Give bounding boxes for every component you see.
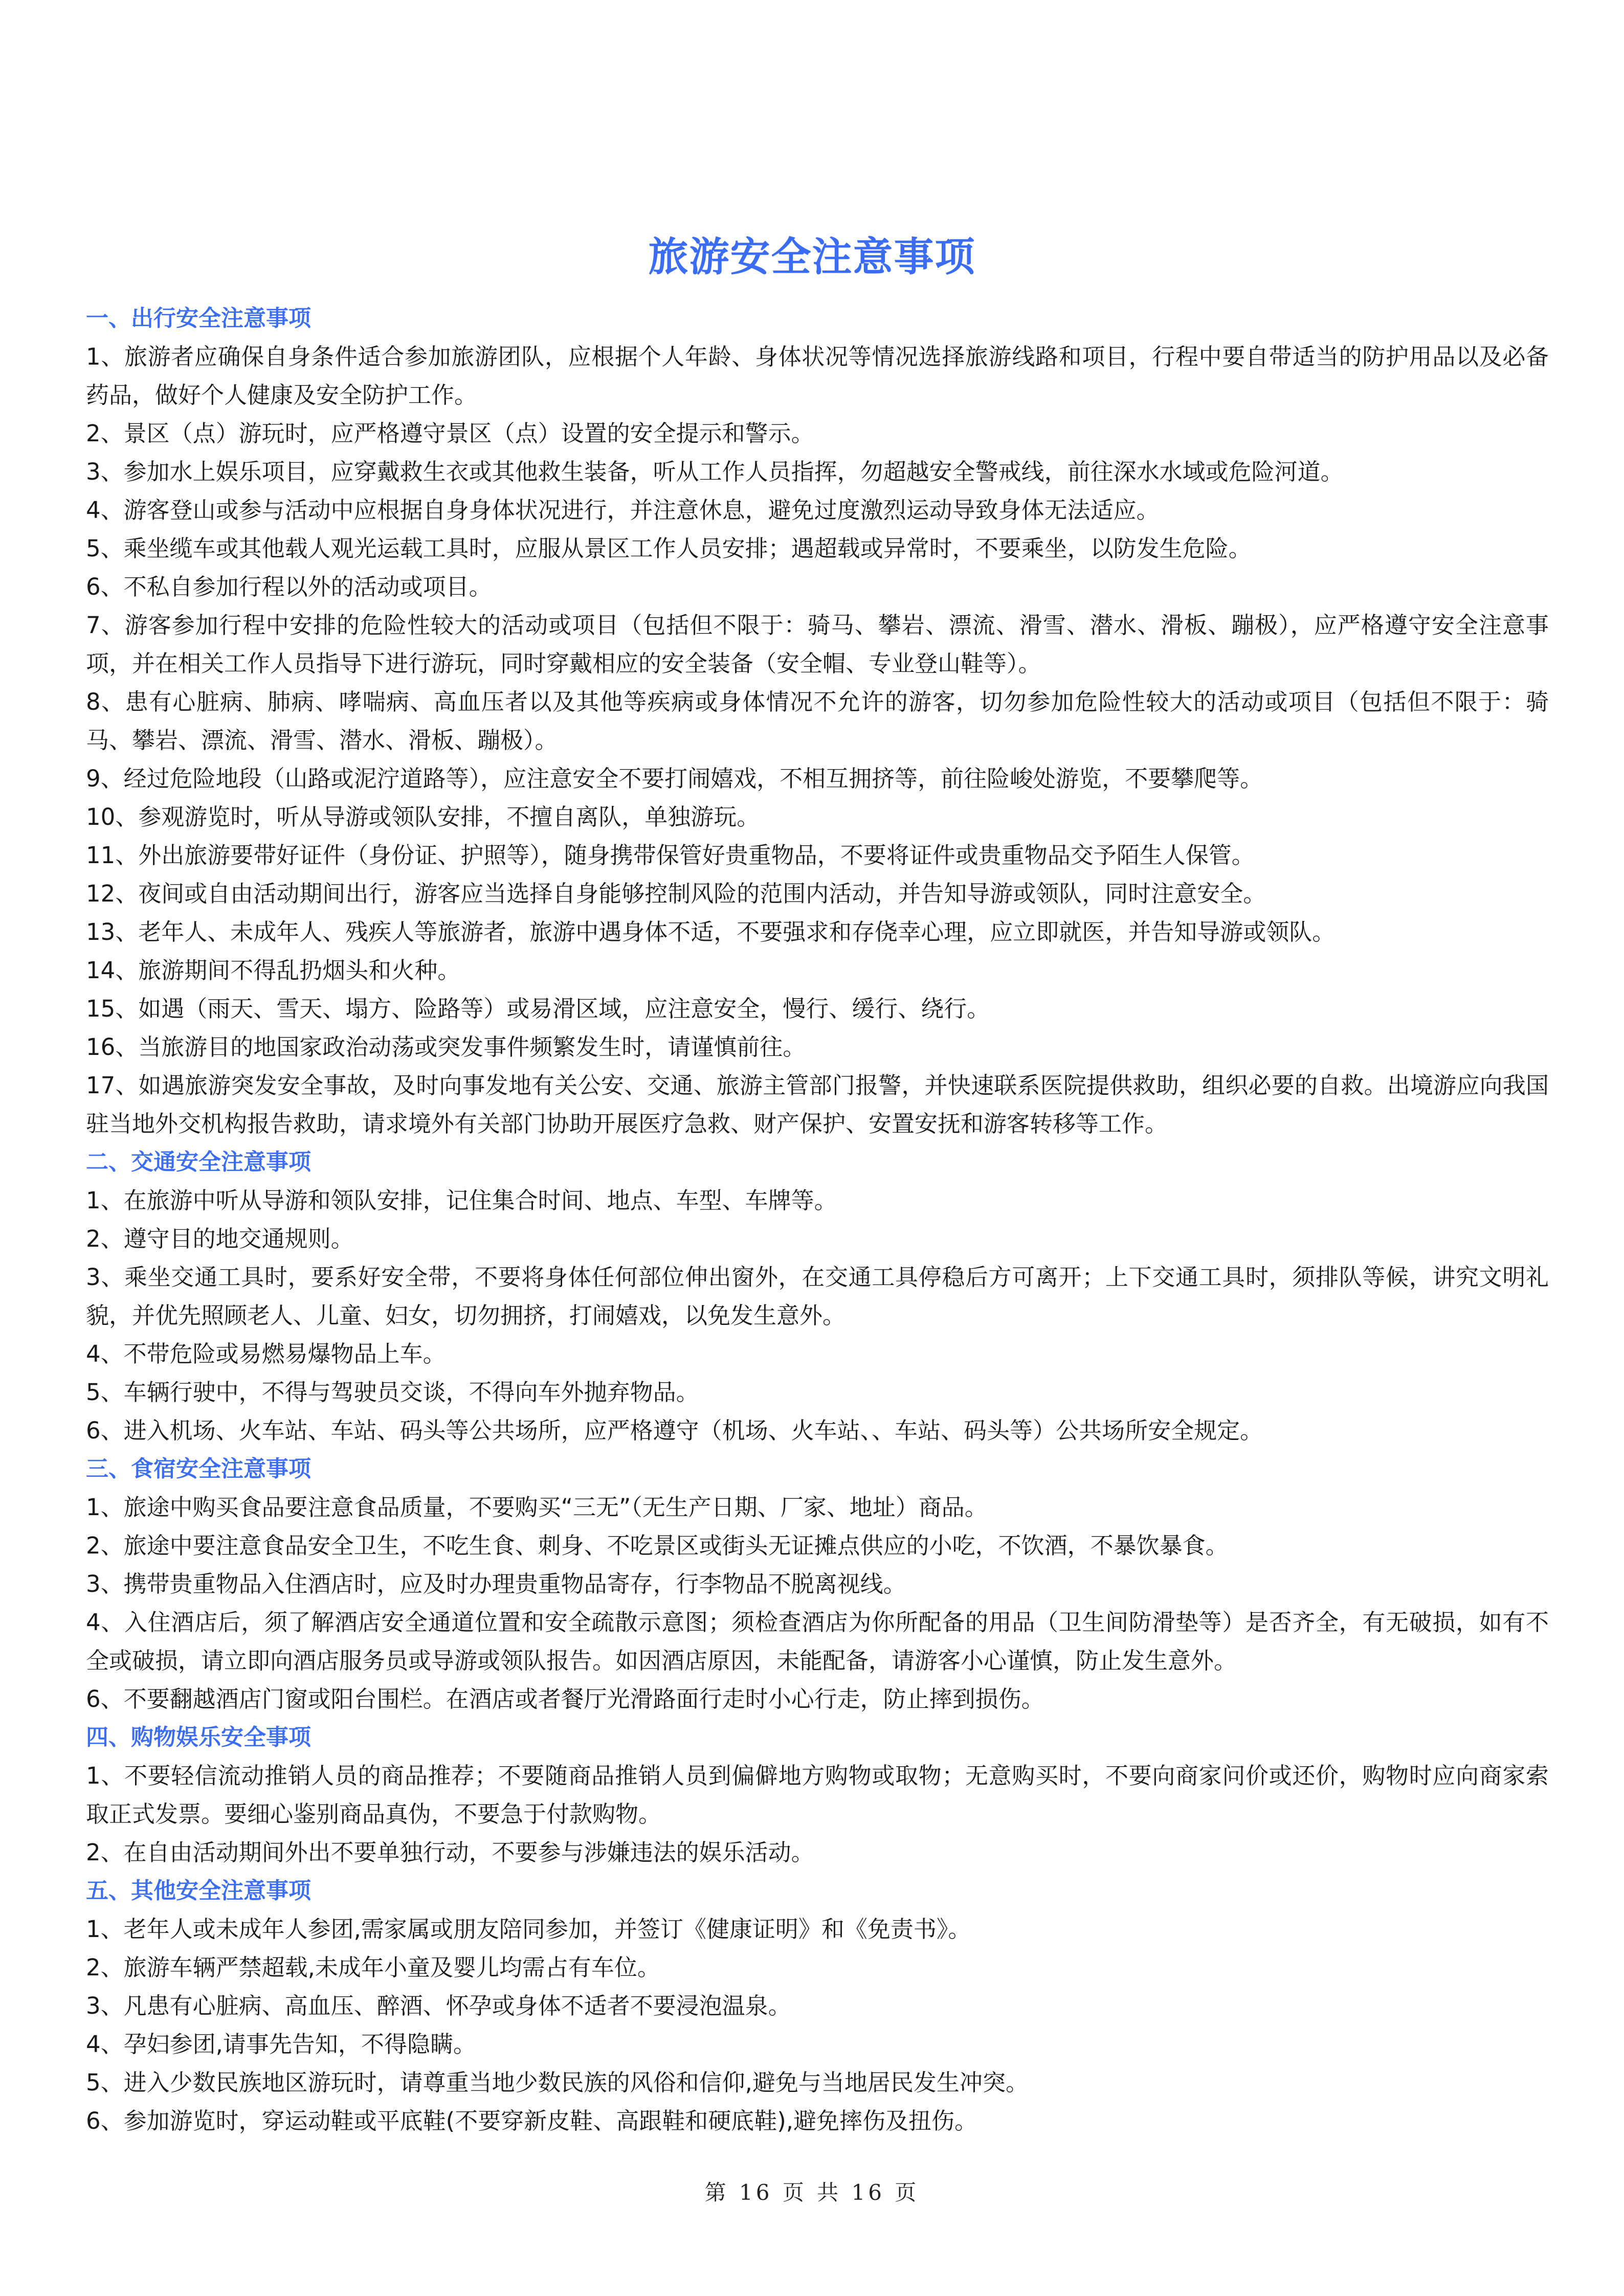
list-item: 6、参加游览时，穿运动鞋或平底鞋(不要穿新皮鞋、高跟鞋和硬底鞋),避免摔伤及扭伤。 (86, 2107, 978, 2134)
list-item: 1、在旅游中听从导游和领队安排，记住集合时间、地点、车型、车牌等。 (86, 1187, 837, 1214)
list-item: 3、凡患有心脏病、高血压、醉酒、怀孕或身体不适者不要浸泡温泉。 (86, 1992, 791, 2019)
list-item: 2、景区（点）游玩时，应严格遵守景区（点）设置的安全提示和警示。 (86, 420, 814, 447)
section (86, 1872, 1549, 2140)
section-heading: 五、其他安全注意事项 (86, 1878, 311, 1904)
list-item: 9、经过危险地段（山路或泥泞道路等），应注意安全不要打闹嬉戏，不相互拥挤等，前往险峻处游览，不要攀爬等。 (86, 765, 1263, 792)
list-item: 4、游客登山或参与活动中应根据自身身体状况进行，并注意休息，避免过度激烈运动导致身体无法适应。 (86, 497, 1160, 524)
section (86, 1450, 1549, 1718)
page-title: 旅游安全注意事项 (648, 234, 976, 280)
list-item: 16、当旅游目的地国家政治动荡或突发事件频繁发生时，请谨慎前往。 (86, 1033, 806, 1061)
list-item: 4、不带危险或易燃易爆物品上车。 (86, 1340, 446, 1367)
list-item: 13、老年人、未成年人、残疾人等旅游者，旅游中遇身体不适，不要强求和存侥幸心理，应立即就医，并告知导游或领队。 (86, 918, 1336, 946)
list-item: 7、游客参加行程中安排的危险性较大的活动或项目（包括但不限于：骑马、攀岩、漂流、滑雪、潜水、滑板、蹦极），应严格遵守安全注意事项，并在相关工作人员指导下进行游玩，同时穿戴相应的安全装备（安全帽、专业登山鞋等）。 (86, 612, 1549, 677)
list-item: 6、不要翻越酒店门窗或阳台围栏。在酒店或者餐厅光滑路面行走时小心行走，防止摔到损伤。 (86, 1685, 1044, 1713)
list-item: 11、外出旅游要带好证件（身份证、护照等），随身携带保管好贵重物品，不要将证件或贵重物品交予陌生人保管。 (86, 842, 1255, 869)
list-item: 14、旅游期间不得乱扔烟头和火种。 (86, 957, 461, 984)
section (86, 1718, 1549, 1872)
list-item: 2、在自由活动期间外出不要单独行动，不要参与涉嫌违法的娱乐活动。 (86, 1839, 814, 1866)
section (86, 1143, 1549, 1450)
list-item: 8、患有心脏病、肺病、哮喘病、高血压者以及其他等疾病或身体情况不允许的游客，切勿参加危险性较大的活动或项目（包括但不限于：骑马、攀岩、漂流、滑雪、潜水、滑板、蹦极）。 (86, 688, 1549, 754)
list-item: 1、老年人或未成年人参团,需家属或朋友陪同参加，并签订《健康证明》和《免责书》。 (86, 1916, 971, 1943)
list-item: 2、旅游车辆严禁超载,未成年小童及婴儿均需占有车位。 (86, 1954, 660, 1981)
list-item: 4、入住酒店后，须了解酒店安全通道位置和安全疏散示意图；须检查酒店为你所配备的用品（卫生间防滑垫等）是否齐全，有无破损，如有不全或破损，请立即向酒店服务员或导游或领队报告。如因酒店原因，未能配备，请游客小心谨慎，防止发生意外。 (86, 1609, 1549, 1674)
section-heading: 三、食宿安全注意事项 (86, 1456, 311, 1482)
list-item: 2、旅途中要注意食品安全卫生，不吃生食、刺身、不吃景区或街头无证摊点供应的小吃，不饮酒，不暴饮暴食。 (86, 1532, 1229, 1559)
list-item: 5、进入少数民族地区游玩时，请尊重当地少数民族的风俗和信仰,避免与当地居民发生冲突。 (86, 2069, 1029, 2096)
list-item: 2、遵守目的地交通规则。 (86, 1225, 354, 1252)
list-item: 5、乘坐缆车或其他载人观光运载工具时，应服从景区工作人员安排；遇超载或异常时，不要乘坐，以防发生危险。 (86, 535, 1252, 562)
page-footer: 第 16 页 共 16 页 (704, 2180, 920, 2205)
list-item: 15、如遇（雨天、雪天、塌方、险路等）或易滑区域，应注意安全，慢行、缓行、绕行。 (86, 995, 990, 1022)
section-heading: 一、出行安全注意事项 (86, 305, 311, 331)
list-item: 12、夜间或自由活动期间出行，游客应当选择自身能够控制风险的范围内活动，并告知导游或领队，同时注意安全。 (86, 880, 1266, 907)
list-item: 17、如遇旅游突发安全事故，及时向事发地有关公安、交通、旅游主管部门报警，并快速联系医院提供救助，组织必要的自救。出境游应向我国驻当地外交机构报告救助，请求境外有关部门协助开展医疗急救、财产保护、安置安抚和游客转移等工作。 (86, 1072, 1549, 1137)
list-item: 3、乘坐交通工具时，要系好安全带，不要将身体任何部位伸出窗外，在交通工具停稳后方可离开；上下交通工具时，须排队等候，讲究文明礼貌，并优先照顾老人、儿童、妇女，切勿拥挤，打闹嬉戏，以免发生意外。 (86, 1264, 1549, 1329)
list-item: 1、旅途中购买食品要注意食品质量，不要购买“三无”（无生产日期、厂家、地址）商品。 (86, 1494, 988, 1521)
list-item: 3、携带贵重物品入住酒店时，应及时办理贵重物品寄存，行李物品不脱离视线。 (86, 1570, 906, 1597)
section-heading: 二、交通安全注意事项 (86, 1149, 311, 1175)
list-item: 6、不私自参加行程以外的活动或项目。 (86, 573, 492, 600)
list-item: 6、进入机场、火车站、车站、码头等公共场所，应严格遵守（机场、火车站、、车站、码头等）公共场所安全规定。 (86, 1417, 1263, 1444)
section (86, 299, 1549, 1143)
list-item: 4、孕妇参团,请事先告知，不得隐瞒。 (86, 2031, 476, 2058)
section-heading: 四、购物娱乐安全事项 (86, 1724, 311, 1750)
document-body (86, 299, 1549, 2140)
list-item: 1、不要轻信流动推销人员的商品推荐；不要随商品推销人员到偏僻地方购物或取物；无意购买时，不要向商家问价或还价，购物时应向商家索取正式发票。要细心鉴别商品真伪，不要急于付款购物。 (86, 1762, 1549, 1828)
list-item: 1、旅游者应确保自身条件适合参加旅游团队，应根据个人年龄、身体状况等情况选择旅游线路和项目，行程中要自带适当的防护用品以及必备药品，做好个人健康及安全防护工作。 (86, 343, 1549, 409)
list-item: 3、参加水上娱乐项目，应穿戴救生衣或其他救生装备，听从工作人员指挥，勿超越安全警戒线，前往深水水域或危险河道。 (86, 458, 1344, 485)
list-item: 10、参观游览时，听从导游或领队安排，不擅自离队，单独游玩。 (86, 803, 760, 830)
list-item: 5、车辆行驶中，不得与驾驶员交谈，不得向车外抛弃物品。 (86, 1379, 699, 1406)
